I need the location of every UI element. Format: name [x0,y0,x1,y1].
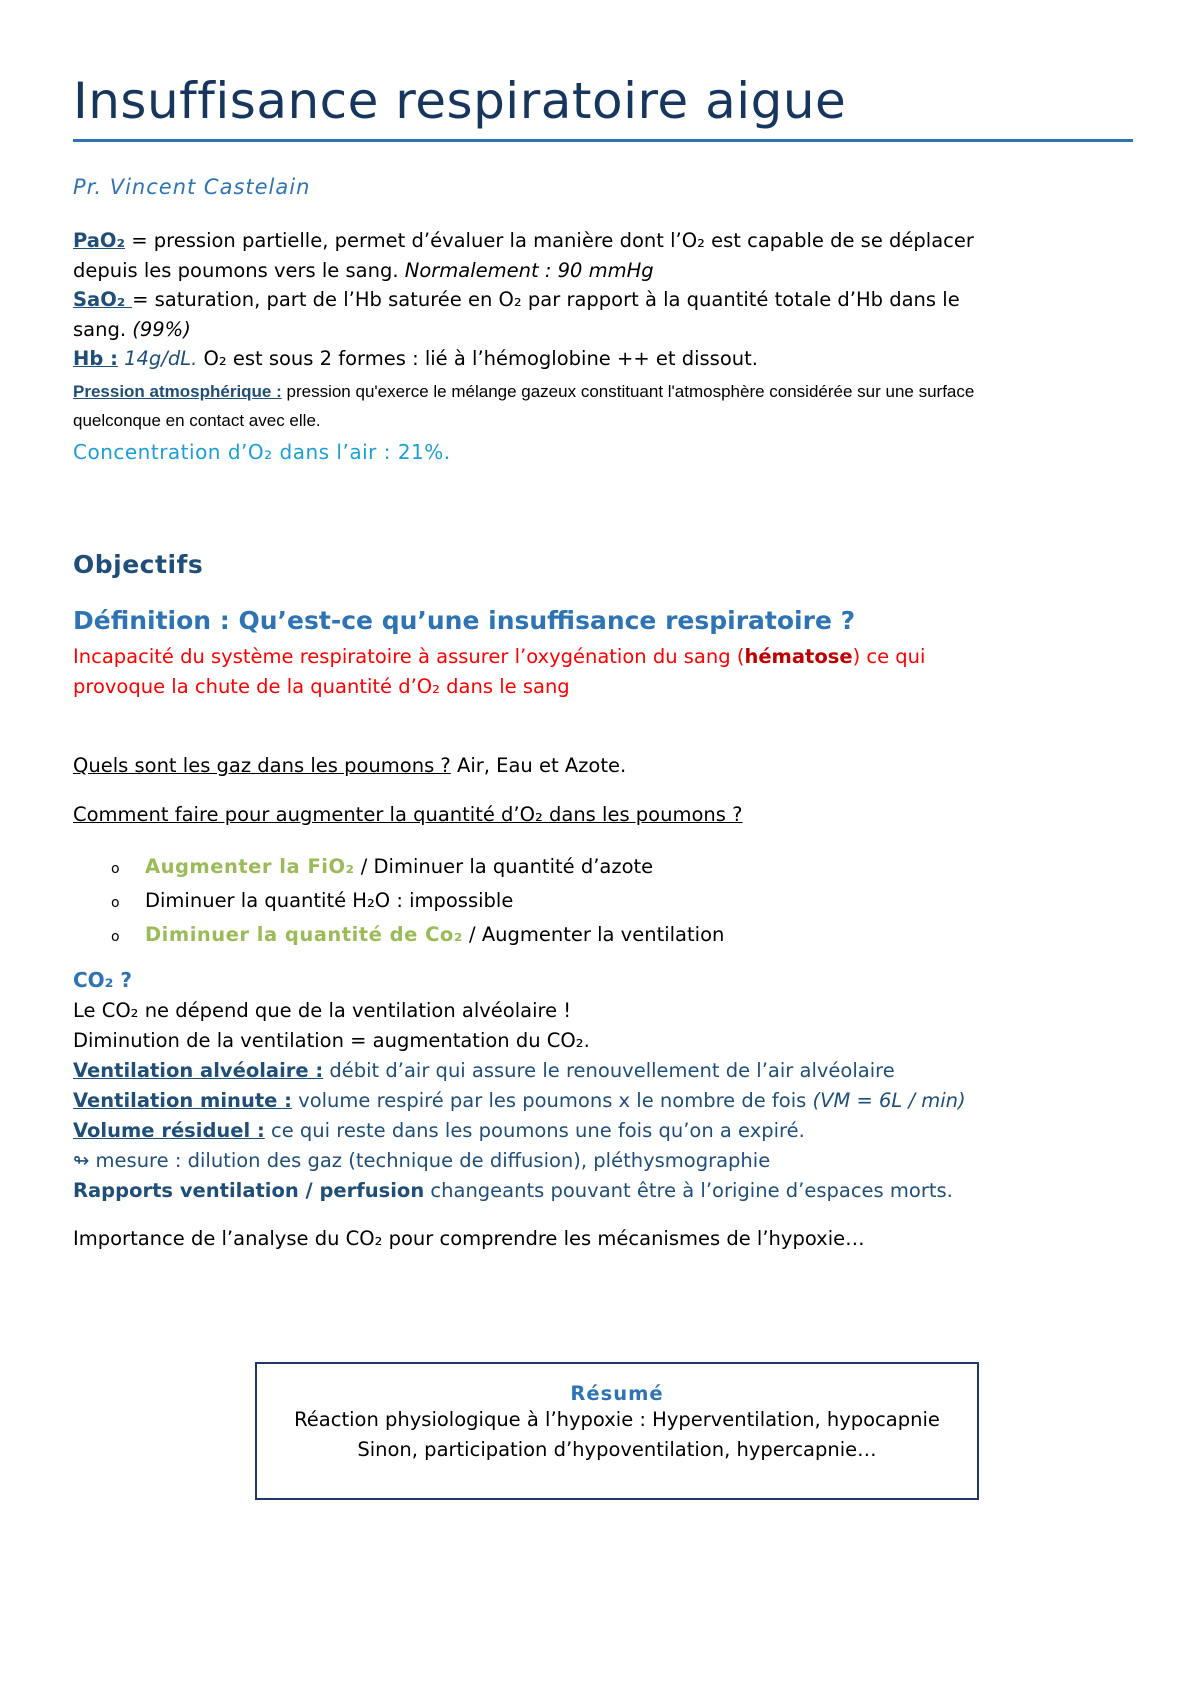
patm-text-2: quelconque en contact avec elle. [73,411,321,430]
question-augmenter-o2 [73,800,1163,830]
sao2-text: = saturation, part de l’Hb saturée en O₂ par rapport à la quantité totale d’Hb dans le [132,288,960,311]
hb-text: O₂ est sous 2 formes : lié à l’hémoglobine ++ et dissout. [197,347,758,370]
summary-box [255,1362,979,1500]
bullet-marker: o [111,861,120,877]
hb-definition [73,344,1163,374]
bullet-marker: o [111,895,120,911]
o2-concentration: Concentration d’O₂ dans l’air : 21%. [73,440,451,464]
pao2-normal: Normalement : 90 mmHg [404,258,654,282]
question-1: Quels sont les gaz dans les poumons ? [73,754,451,777]
pao2-text-2: depuis les poumons vers le sang. [73,258,405,282]
bullet-text: Diminuer la quantité H₂O : impossible [145,889,514,912]
pao2-label: PaO₂ [73,229,126,252]
question-2: Comment faire pour augmenter la quantité d’O₂ dans les poumons ? [73,803,743,826]
vr-text: ce qui reste dans les poumons une fois qu’on a expiré. [264,1119,805,1142]
co2-line-1: Le CO₂ ne dépend que de la ventilation alvéolaire ! [73,999,572,1022]
rvp-text: changeants pouvant être à l’origine d’espaces morts. [424,1179,953,1202]
list-item [73,919,1073,953]
bullet-highlight: Diminuer la quantité de Co₂ [145,923,463,946]
patm-definition [73,377,1163,435]
va-label: Ventilation alvéolaire : [73,1059,324,1082]
importance-text: Importance de l’analyse du CO₂ pour comprendre les mécanismes de l’hypoxie… [73,1227,865,1250]
bullet-text: / Diminuer la quantité d’azote [354,855,654,878]
title-underline [73,139,1133,142]
vm-text: volume respiré par les poumons x le nombre de fois [291,1089,813,1112]
author: Pr. Vincent Castelain [73,175,311,199]
summary-line-2: Sinon, participation d’hypoventilation, hypercapnie… [357,1438,877,1461]
answer-1: Air, Eau et Azote. [450,754,627,777]
patm-label: Pression atmosphérique : [73,382,282,401]
hb-label: Hb : [73,347,118,370]
bullet-marker: o [111,929,120,945]
mesure-text: ↬ mesure : dilution des gaz (technique de diffusion), pléthysmographie [73,1149,771,1172]
objectifs-heading: Objectifs [73,550,204,579]
list-item [73,851,1073,885]
definition-text [73,642,1163,701]
bullet-text: / Augmenter la ventilation [462,923,725,946]
summary-line-1: Réaction physiologique à l’hypoxie : Hyperventilation, hypocapnie [294,1408,940,1431]
hematose-term: hématose [744,645,853,668]
rvp-label: Rapports ventilation / perfusion [73,1179,425,1202]
definition-heading: Définition : Qu’est-ce qu’une insuffisance respiratoire ? [73,606,856,635]
sao2-definition [73,285,1163,344]
bullet-list [73,851,1073,953]
co2-line-2: Diminution de la ventilation = augmentation du CO₂. [73,1029,590,1052]
definition-text-1-end: ) ce qui [852,645,926,668]
vr-label: Volume résiduel : [73,1119,265,1142]
hb-value: 14g/dL. [117,347,198,370]
definition-text-1: Incapacité du système respiratoire à assurer l’oxygénation du sang ( [73,645,745,668]
definition-text-2: provoque la chute de la quantité d’O₂ dans le sang [73,674,570,698]
page-title: Insuffisance respiratoire aigue [73,72,847,130]
patm-text: pression qu'exerce le mélange gazeux constituant l'atmosphère considérée sur une surface [281,382,975,401]
co2-heading: CO₂ ? [73,968,133,992]
bullet-highlight: Augmenter la FiO₂ [145,855,355,878]
pao2-definition [73,226,1163,285]
vm-formula: (VM = 6L / min) [812,1089,966,1112]
list-item [73,885,1073,919]
va-text: débit d’air qui assure le renouvellement de l’air alvéolaire [323,1059,895,1082]
sao2-label: SaO₂ [73,288,133,311]
question-gaz [73,751,1163,781]
sao2-value: (99%) [132,317,191,341]
summary-heading: Résumé [570,1382,664,1405]
co2-section [73,996,1163,1206]
vm-label: Ventilation minute : [73,1089,292,1112]
sao2-text-2: sang. [73,317,133,341]
pao2-text: = pression partielle, permet d’évaluer la manière dont l’O₂ est capable de se déplacer [125,229,974,252]
